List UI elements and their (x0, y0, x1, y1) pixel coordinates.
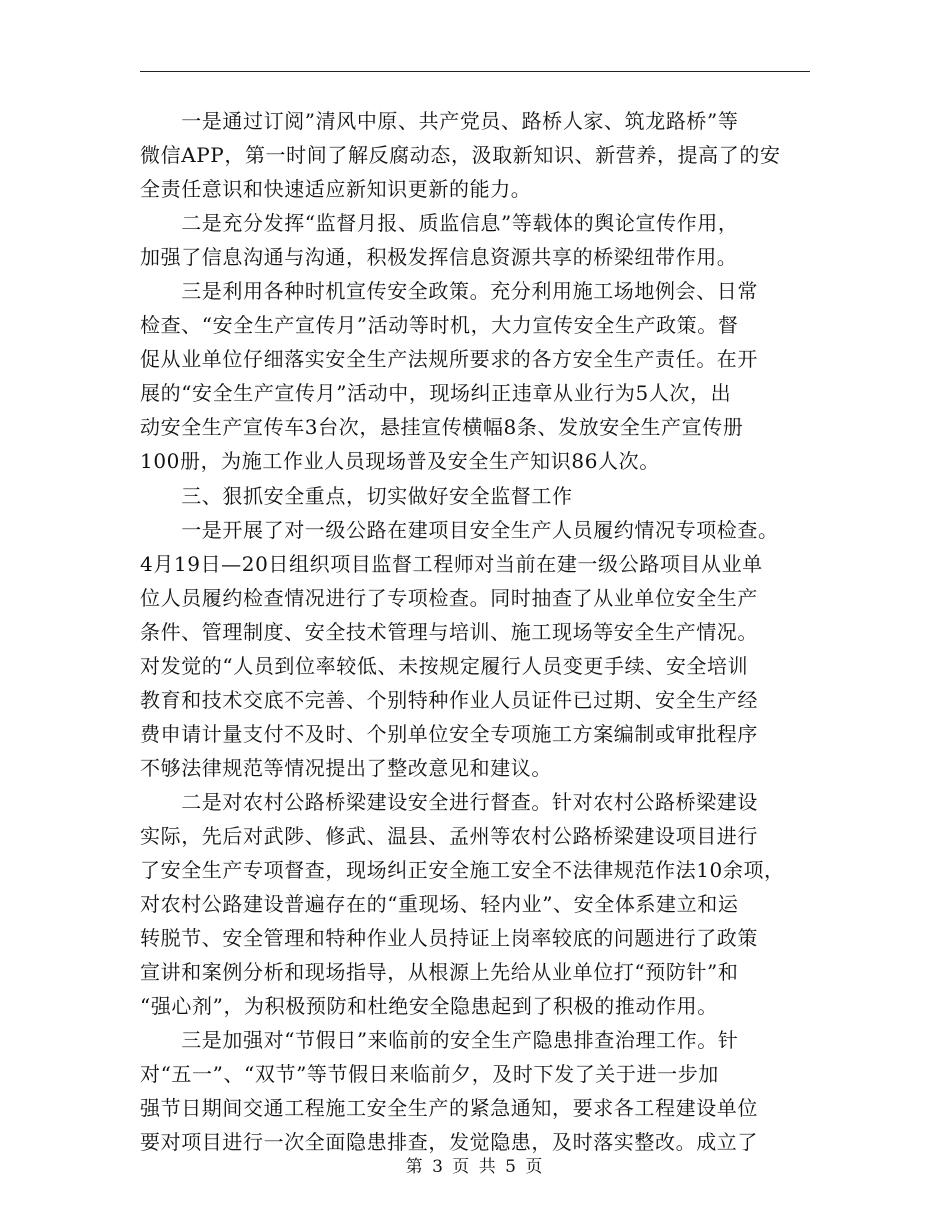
text-line: 一是通过订阅”清风中原、共产党员、路桥人家、筑龙路桥”等 (140, 109, 739, 133)
text-line: 100册，为施工作业人员现场普及安全生产知识86人次。 (140, 449, 660, 474)
document-body (140, 104, 812, 1159)
text-line: 三是加强对“节假日”来临前的安全生产隐患排查治理工作。针 (140, 1028, 739, 1053)
text-line: 教育和技术交底不完善、个别特种作业人员证件已过期、安全生产经 (140, 687, 758, 712)
text-line: 费申请计量支付不及时、个别单位安全专项施工方案编制或审批程序 (140, 721, 758, 746)
text-line: 对农村公路建设普遍存在的“重现场、轻内业”、安全体系建立和运 (140, 892, 739, 917)
text-line: 检查、“安全生产宣传月”活动等时机，大力宣传安全生产政策。督 (140, 313, 739, 338)
text-line: 展的“安全生产宣传月”活动中，现场纠正违章从业行为5人次，出 (140, 381, 732, 406)
text-line: 对发觉的“人员到位率较低、未按规定履行人员变更手续、安全培训 (140, 653, 749, 678)
text-line: “强心剂”，为积极预防和杜绝安全隐患起到了积极的推动作用。 (140, 994, 718, 1019)
text-line: 位人员履约检查情况进行了专项检查。同时抽查了从业单位安全生产 (140, 585, 758, 610)
text-line: 4月19日—20日组织项目监督工程师对当前在建一级公路项目从业单 (140, 551, 763, 576)
text-line: 条件、管理制度、安全技术管理与培训、施工现场等安全生产情况。 (140, 619, 758, 644)
text-line: 对“五一”、“双节”等节假日来临前夕，及时下发了关于进一步加 (140, 1062, 719, 1087)
section-heading: 三、狠抓安全重点，切实做好安全监督工作 (140, 483, 573, 508)
text-line: 促从业单位仔细落实安全生产法规所要求的各方安全生产责任。在开 (140, 347, 758, 372)
text-line: 强节日期间交通工程施工安全生产的紧急通知，要求各工程建设单位 (140, 1096, 758, 1121)
text-line: 转脱节、安全管理和特种作业人员持证上岗率较底的问题进行了政策 (140, 926, 758, 951)
text-line: 宣讲和案例分析和现场指导，从根源上先给从业单位打“预防针”和 (140, 960, 739, 985)
text-line: 二是对农村公路桥梁建设安全进行督查。针对农村公路桥梁建设 (140, 789, 758, 814)
text-line: 不够法律规范等情况提出了整改意见和建议。 (140, 755, 552, 780)
text-line: 一是开展了对一级公路在建项目安全生产人员履约情况专项检查。 (140, 517, 779, 542)
text-line: 了安全生产专项督查，现场纠正安全施工安全不法律规范作法10余项， (140, 858, 785, 883)
header-rule (140, 71, 810, 72)
text-line: 三是利用各种时机宣传安全政策。充分利用施工场地例会、日常 (140, 279, 758, 304)
text-line: 二是充分发挥“监督月报、质监信息”等载体的舆论宣传作用， (140, 211, 739, 236)
text-line: 加强了信息沟通与沟通，积极发挥信息资源共享的桥梁纽带作用。 (140, 245, 738, 270)
text-line: 要对项目进行一次全面隐患排查，发觉隐患，及时落实整改。成立了 (140, 1130, 758, 1155)
text-line: 实际，先后对武陟、修武、温县、孟州等农村公路桥梁建设项目进行 (140, 823, 758, 848)
page-number-footer: 第 3 页 共 5 页 (405, 1157, 545, 1177)
text-line: 全责任意识和快速适应新知识更新的能力。 (140, 177, 532, 202)
text-line: 动安全生产宣传车3台次，悬挂宣传横幅8条、发放安全生产宣传册 (140, 415, 744, 440)
text-line: 微信APP，第一时间了解反腐动态，汲取新知识、新营养，提高了的安 (140, 143, 781, 168)
